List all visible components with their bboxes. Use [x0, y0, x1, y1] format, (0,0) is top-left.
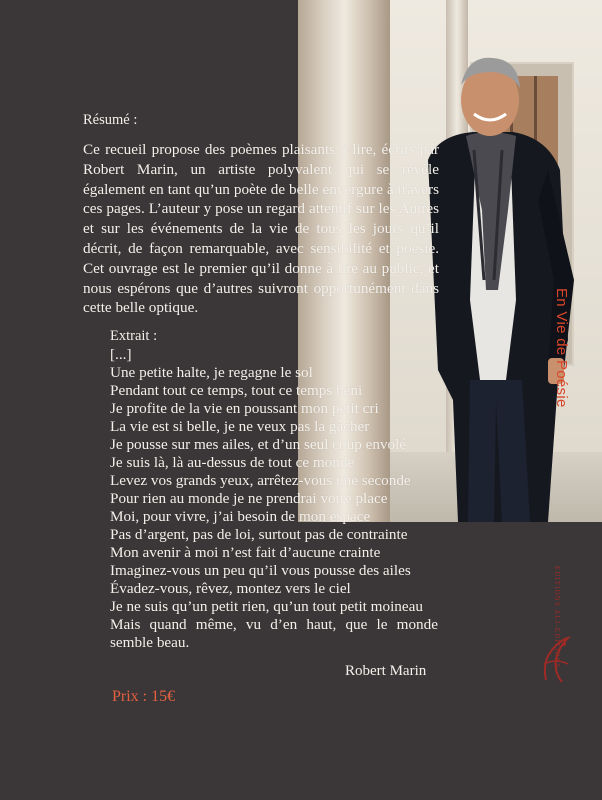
poem-line: Pendant tout ce temps, tout ce temps béni [110, 382, 363, 399]
summary-heading: Résumé : [83, 112, 138, 128]
poem-line: Évadez-vous, rêvez, montez vers le ciel [110, 580, 351, 597]
poem-line: [...] [110, 346, 132, 363]
publisher-name: EDITIONS ALI-EDITIONS [553, 566, 560, 669]
poem-line: Pas d’argent, pas de loi, surtout pas de contrainte [110, 526, 408, 543]
poem-line: Mon avenir à moi n’est fait d’aucune crainte [110, 544, 381, 561]
price-label: Prix : 15€ [112, 688, 176, 705]
extract-heading: Extrait : [110, 328, 158, 344]
poem-line: Je ne suis qu’un petit rien, qu’un tout petit moineau [110, 598, 423, 615]
poem-line: Mais quand même, vu d’en haut, que le monde semble beau. [110, 616, 438, 651]
collection-title: En Vie de Poésie [553, 288, 570, 408]
poem-line: Levez vos grands yeux, arrêtez-vous une seconde [110, 472, 411, 489]
poem-line: Je suis là, là au-dessus de tout ce monde [110, 454, 355, 471]
poem-line: Moi, pour vivre, j’ai besoin de mon espace [110, 508, 371, 525]
publisher-logo-icon [538, 632, 574, 688]
summary-body: Ce recueil propose des poèmes plaisants à lire, écrits par Robert Marin, un artiste polyvalent qui se révèle également en tant qu’un poète de belle envergure à travers ces pages. L’auteur y pose un regard attentif sur les Autres et sur les événements de la vie de tous les jours qu’il décrit, de façon remarquable, avec sensibilité et poésie. Cet ouvrage est le premier qu’il donne à lire au public, et nous espérons que d’autres suivront opportunément dans cette belle optique. [83, 141, 439, 317]
poem-extract [110, 346, 438, 652]
author-signature: Robert Marin [345, 663, 427, 679]
poem-line: Je profite de la vie en poussant mon petit cri [110, 400, 379, 417]
poem-line: Une petite halte, je regagne le sol [110, 364, 313, 381]
poem-line: Imaginez-vous un peu qu’il vous pousse des ailes [110, 562, 411, 579]
poem-line: Je pousse sur mes ailes, et d’un seul coup envolé [110, 436, 407, 453]
poem-line: Pour rien au monde je ne prendrai votre place [110, 490, 388, 507]
poem-line: La vie est si belle, je ne veux pas la gâcher [110, 418, 370, 435]
